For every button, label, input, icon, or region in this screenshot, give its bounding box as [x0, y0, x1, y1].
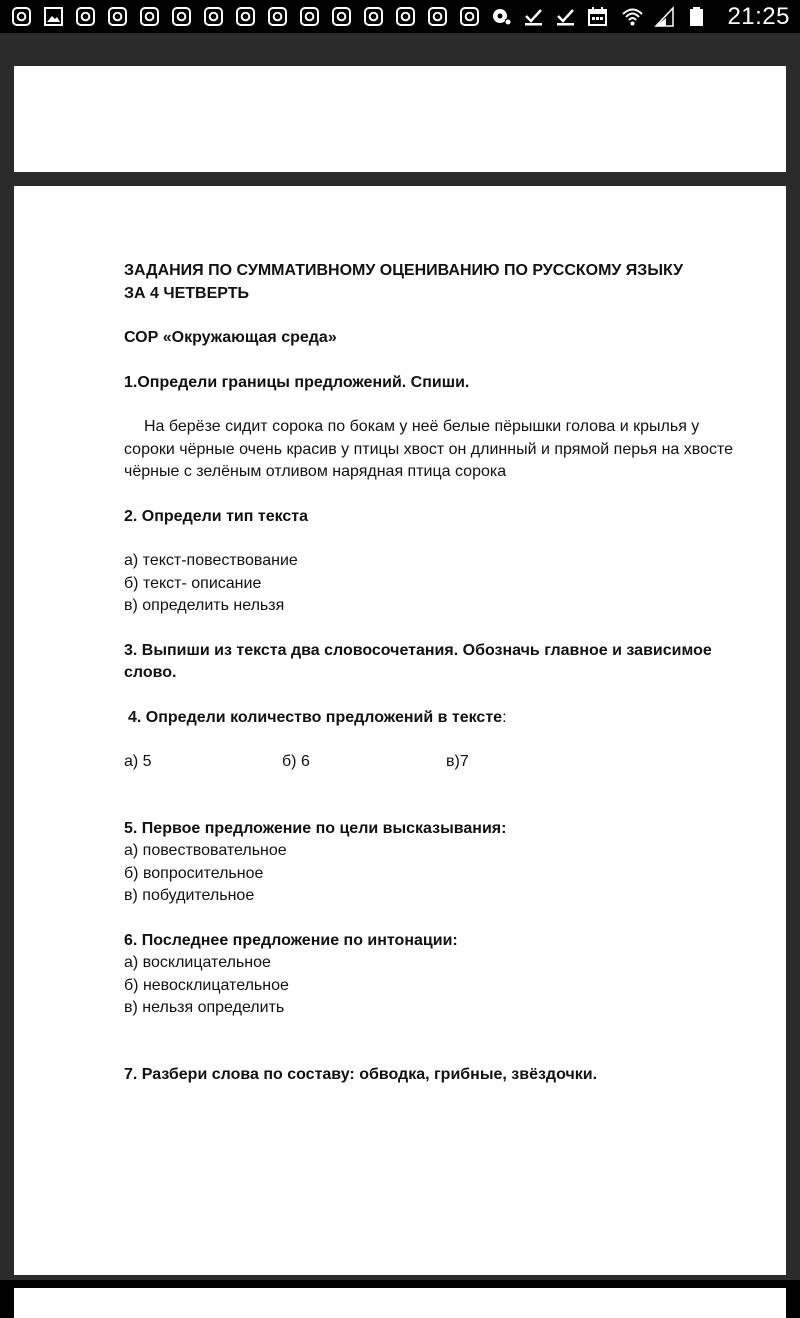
previous-page: [14, 66, 786, 172]
q5-option-c: в) побудительное: [124, 887, 255, 904]
image-icon: [43, 6, 64, 27]
calendar-icon: [587, 6, 608, 27]
question-1: 1.Определи границы предложений. Спиши.: [124, 373, 470, 391]
instagram-icon: [459, 6, 480, 27]
instagram-icon: [331, 6, 352, 27]
question-3: 3. Выпиши из текста два словосочетания. Обозначь главное и зависимое слово.: [124, 641, 712, 681]
q5-option-b: б) вопросительное: [124, 864, 264, 882]
q2-option-a: а) текст-повествование: [124, 552, 298, 569]
q2-option-c: в) определить нельзя: [124, 597, 285, 614]
question-4-text: 4. Определи количество предложений в тексте: [128, 708, 503, 726]
title-line-1: ЗАДАНИЯ ПО СУММАТИВНОМУ ОЦЕНИВАНИЮ ПО РУССКОМУ ЯЗЫКУ: [124, 262, 684, 279]
check-icon: [523, 6, 544, 27]
status-bar: [0, 0, 800, 33]
question-7: 7. Разбери слова по составу: обводка, грибные, звёздочки.: [124, 1065, 598, 1083]
instagram-icon: [235, 6, 256, 27]
question-6: 6. Последнее предложение по интонации:: [124, 931, 458, 949]
question-4: [124, 707, 744, 730]
battery-icon: [686, 6, 707, 27]
instagram-icon: [171, 6, 192, 27]
instagram-icon: [299, 6, 320, 27]
sor-heading: СОР «Окружающая среда»: [124, 329, 337, 346]
instagram-icon: [11, 6, 32, 27]
question-2: 2. Определи тип текста: [124, 507, 309, 525]
q4-option-a: а) 5: [124, 753, 152, 770]
question-4-colon: :: [502, 708, 507, 726]
q4-option-c: в)7: [446, 753, 469, 770]
title-line-2: ЗА 4 ЧЕТВЕРТЬ: [124, 284, 250, 302]
document-page: [14, 186, 786, 1275]
clock: 21:25: [727, 2, 790, 30]
document-content: [124, 260, 744, 1086]
q4-options: [124, 751, 744, 774]
vpn-key-icon: [491, 6, 512, 27]
q5-option-a: а) повествовательное: [124, 842, 287, 859]
q6-option-b: б) невосклицательное: [124, 976, 289, 994]
document-viewer[interactable]: [0, 33, 800, 1280]
wifi-icon: [622, 6, 643, 27]
check-icon: [555, 6, 576, 27]
question-1-text: На берёзе сидит сорока по бокам у неё белые пёрышки голова и крылья у сороки чёрные очень красив у птицы хвост он длинный и прямой перья на хвосте чёрные с зелёным отливом нарядная птица сорока: [124, 418, 734, 480]
instagram-icon: [139, 6, 160, 27]
q6-option-c: в) нельзя определить: [124, 999, 285, 1016]
instagram-icon: [107, 6, 128, 27]
signal-icon: [654, 6, 675, 27]
q2-option-b: б) текст- описание: [124, 574, 262, 592]
question-5: 5. Первое предложение по цели высказывания:: [124, 819, 507, 837]
instagram-icon: [363, 6, 384, 27]
instagram-icon: [75, 6, 96, 27]
instagram-icon: [427, 6, 448, 27]
q6-option-a: а) восклицательное: [124, 954, 271, 971]
instagram-icon: [395, 6, 416, 27]
next-page: [14, 1288, 786, 1318]
instagram-icon: [267, 6, 288, 27]
q4-option-b: б) 6: [282, 753, 310, 770]
instagram-icon: [203, 6, 224, 27]
